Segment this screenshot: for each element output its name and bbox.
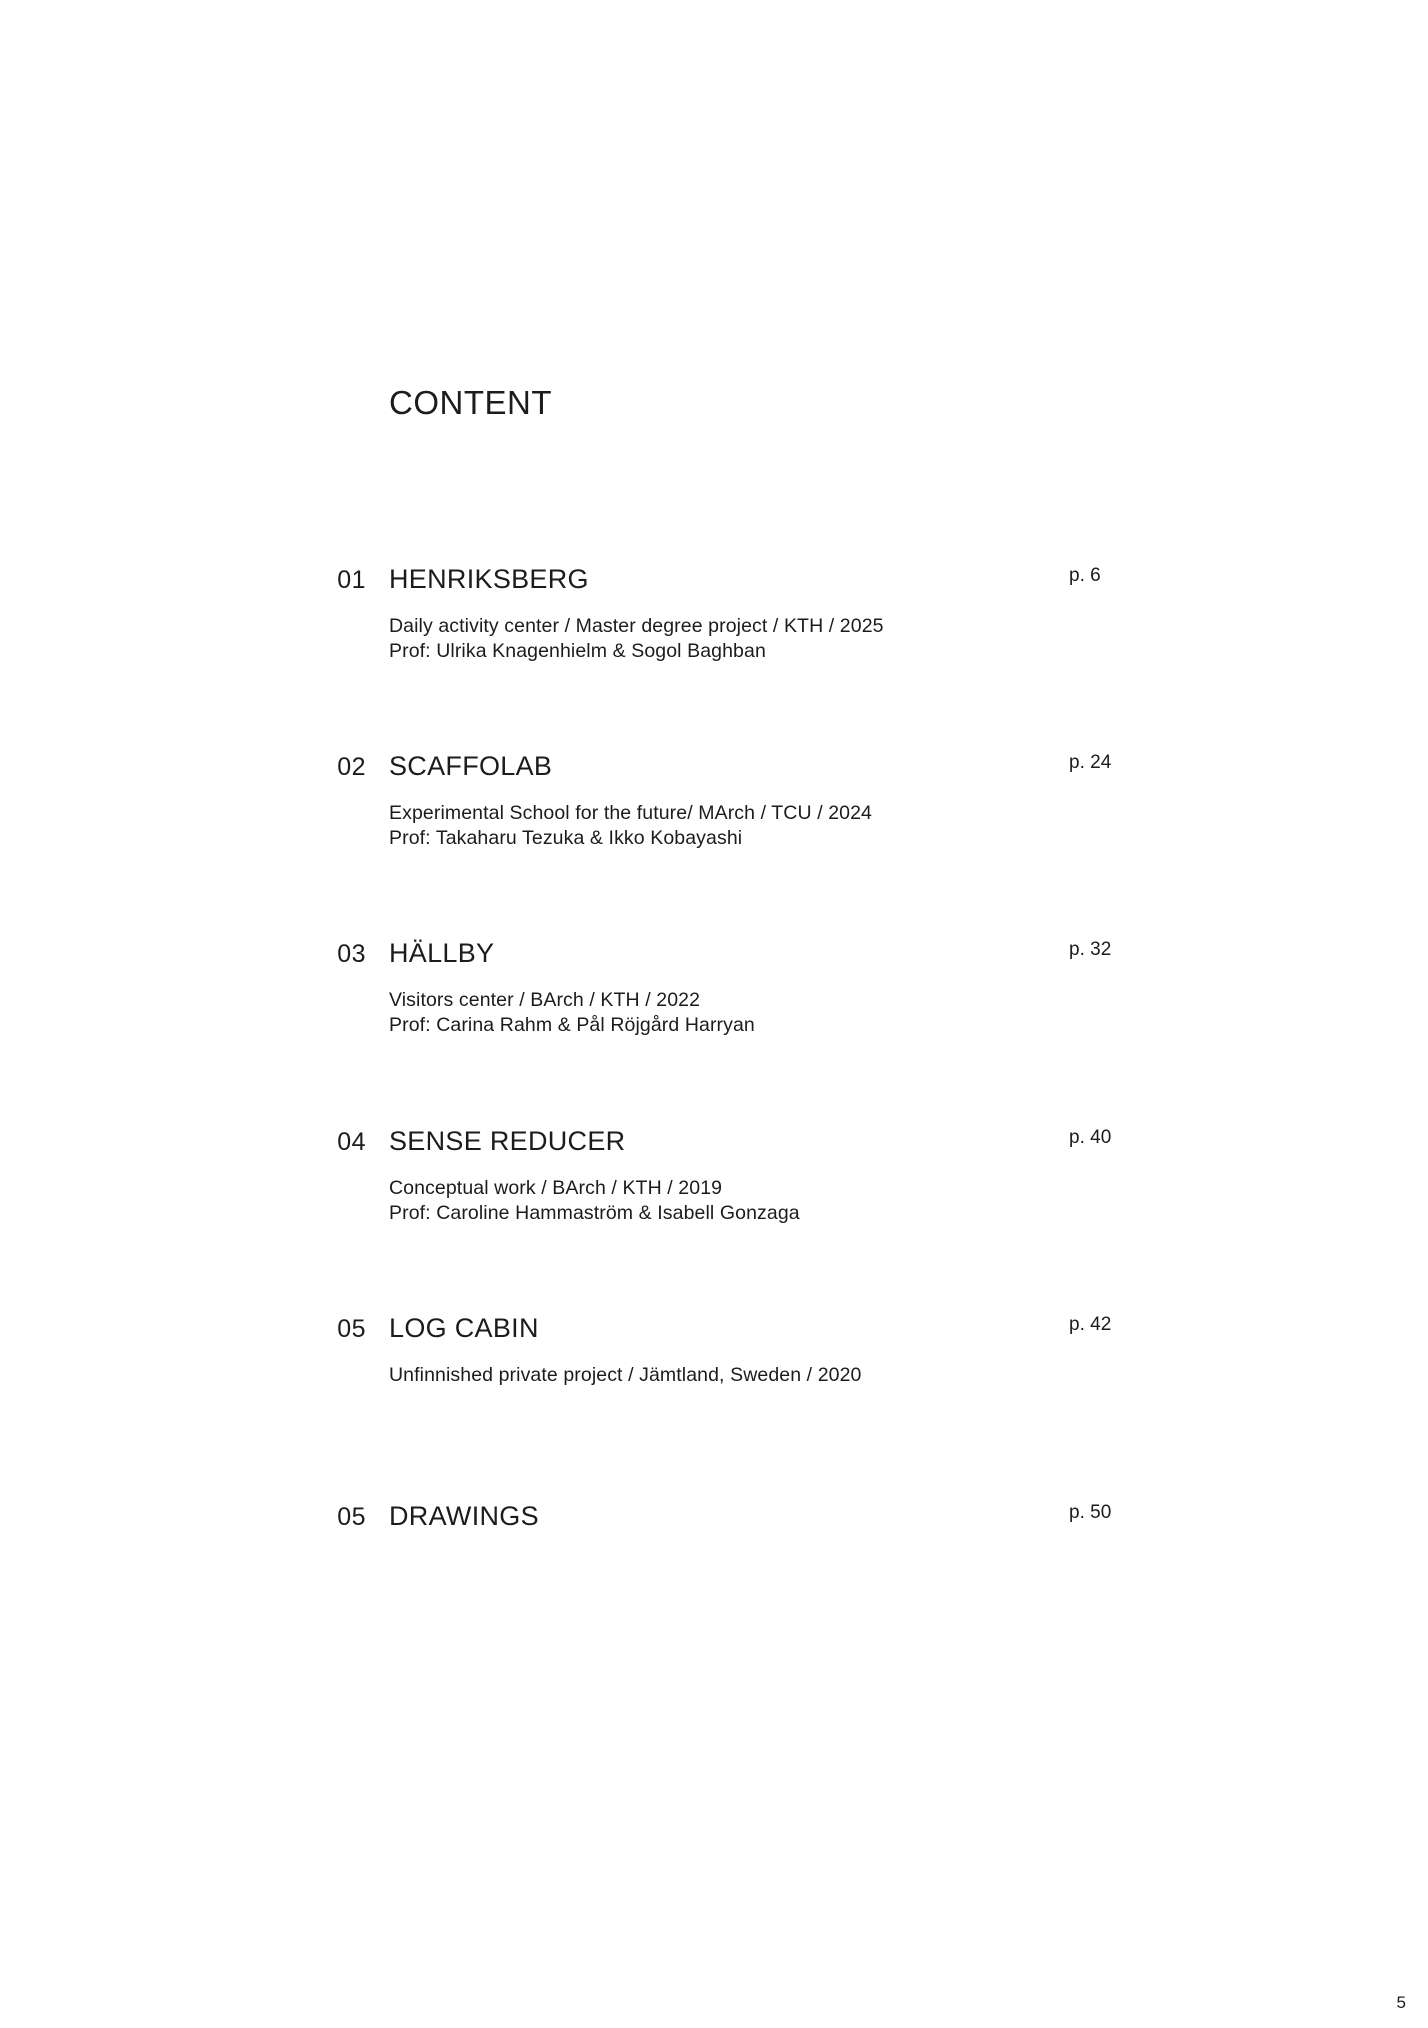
- entry-title: HENRIKSBERG: [389, 564, 589, 594]
- toc-entry-scaffolab[interactable]: [0, 752, 1428, 872]
- entry-description-line: Unfinnished private project / Jämtland, Sweden / 2020: [389, 1364, 862, 1386]
- entry-description-line: Prof: Caroline Hammaström & Isabell Gonzaga: [389, 1202, 800, 1224]
- toc-entry-log-cabin[interactable]: [0, 1314, 1428, 1434]
- entry-description: [389, 614, 884, 664]
- entry-description: [389, 1363, 862, 1388]
- entry-number: 04: [337, 1128, 366, 1156]
- entry-page-ref: p. 50: [1069, 1502, 1112, 1523]
- toc-entry-sense-reducer[interactable]: [0, 1127, 1428, 1247]
- page-title: CONTENT: [389, 384, 552, 421]
- entry-page-ref: p. 42: [1069, 1314, 1112, 1335]
- entry-description-line: Prof: Takaharu Tezuka & Ikko Kobayashi: [389, 827, 743, 849]
- entry-title: LOG CABIN: [389, 1313, 539, 1343]
- entry-page-ref: p. 40: [1069, 1127, 1112, 1148]
- entry-title: SCAFFOLAB: [389, 751, 553, 781]
- page-number: 5: [1396, 1993, 1406, 2012]
- entry-description-line: Experimental School for the future/ MArch / TCU / 2024: [389, 802, 873, 824]
- entry-title: DRAWINGS: [389, 1501, 539, 1531]
- entry-description-line: Prof: Carina Rahm & Pål Röjgård Harryan: [389, 1014, 755, 1036]
- entry-description-line: Conceptual work / BArch / KTH / 2019: [389, 1177, 723, 1199]
- entry-page-ref: p. 32: [1069, 939, 1112, 960]
- entry-description-line: Daily activity center / Master degree project / KTH / 2025: [389, 615, 884, 637]
- entry-number: 02: [337, 753, 366, 781]
- entry-number: 01: [337, 566, 366, 594]
- entry-description: [389, 988, 755, 1038]
- entry-description: [389, 801, 872, 851]
- toc-entry-henriksberg[interactable]: [0, 565, 1428, 685]
- entry-page-ref: p. 24: [1069, 752, 1112, 773]
- entry-number: 03: [337, 940, 366, 968]
- entry-description: [389, 1176, 800, 1226]
- entry-number: 05: [337, 1315, 366, 1343]
- entry-number: 05: [337, 1503, 366, 1531]
- toc-entry-drawings[interactable]: [0, 1502, 1428, 1622]
- entry-description-line: Prof: Ulrika Knagenhielm & Sogol Baghban: [389, 640, 766, 662]
- entry-description-line: Visitors center / BArch / KTH / 2022: [389, 989, 701, 1011]
- entry-title: SENSE REDUCER: [389, 1126, 626, 1156]
- entry-page-ref: p. 6: [1069, 565, 1101, 586]
- entry-title: HÄLLBY: [389, 938, 495, 968]
- toc-entry-hallby[interactable]: [0, 939, 1428, 1059]
